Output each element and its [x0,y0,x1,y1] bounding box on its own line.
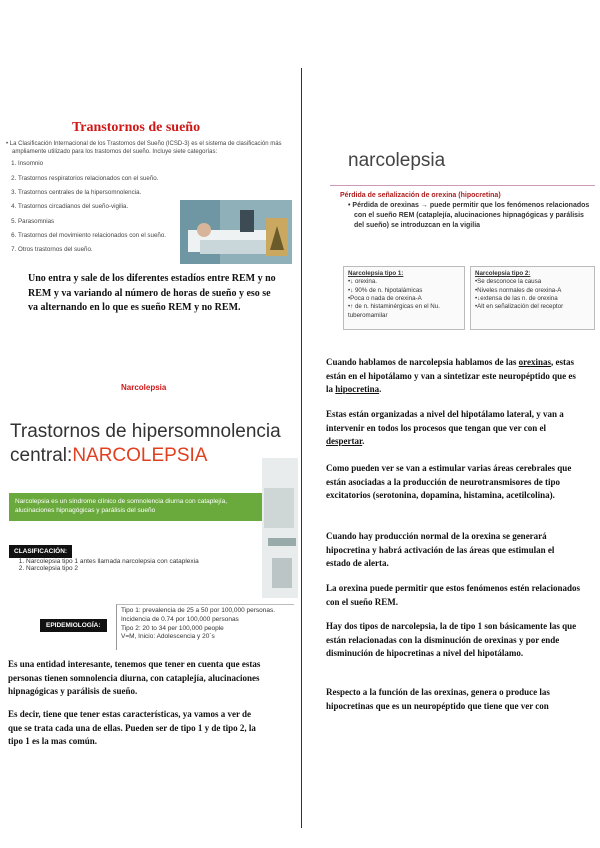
list-item: 2. Narcolepsia tipo 2 [26,565,274,572]
sleeping-patient-image [180,200,292,264]
slide-title-line: central:NARCOLEPSIA [10,444,208,466]
paragraph: Como pueden ver se van a estimular varias áreas cerebrales que están asociadas a la producción de neurotransmisores de tipo excitatorios (serotonina, dopamina, histamina, acetilcolina). [326,463,572,500]
box-line: •↓ orexina. [348,278,377,286]
list-item: 7. Otros trastornos del sueño. [18,246,296,254]
slide-bullet: • Pérdida de orexinas → puede permitir que los fenómenos relacionados con el sueño REM (cataplejía, alucinaciones hipnagógicas y parálisis del sueño) se introduzcan en la vigilia [348,202,590,230]
list-item: 2. Trastornos respiratorios relacionados con el sueño. [18,175,296,183]
epi-line: V=M, Inicio: Adolescencia y 20´s [121,633,215,641]
paragraph: Cuando hay producción normal de la orexina se generará hipocretina y habrá activación de las áreas que estimulan el estado de alerta. [326,531,555,568]
slide-title [10,420,281,468]
paragraph: Respecto a la función de las orexinas, genera o produce las hipocretinas que es un neuropéptido que tiene que ver con [326,687,550,711]
epi-line: Incidencia de 0.74 por 100,000 personas [121,615,239,623]
slide-title: narcolepsia [348,150,446,171]
epi-line: Tipo 2: 20 to 34 per 100,000 people [121,624,224,632]
box-line: •↑ de n. histaminérgicas en el Nu. tuberomamilar [348,303,440,319]
list-item: 3. Trastornos centrales de la hipersomnolencia. [18,189,296,197]
epi-line: Tipo 1: prevalencia de 25 a 50 por 100,000 personas. [121,607,276,614]
paragraph: Cuando hablamos de narcolepsia hablamos de las orexinas, estas están en el hipotálamo y van a sintetizar este neuropéptido que es la hipocretina. [326,357,576,394]
box-line: •Poca o nada de orexina-A [348,295,422,303]
paragraph: Uno entra y sale de los diferentes estadíos entre REM y no REM y va variando al número de horas de sueño y eso se va alternando en lo que es sueño REM y no REM. [28,273,276,313]
paragraph: Es una entidad interesante, tenemos que tener en cuenta que estas personas tienen somnolencia diurna, con cataplejía, alucinaciones hipnagógicas y parálisis de sueño. [8,659,261,696]
list-item: 6. Trastornos del movimiento relacionados con el sueño. [18,232,296,240]
box-line: •Se desconoce la causa [475,278,542,286]
definition-box: Narcolepsia es un síndrome clínico de somnolencia diurna con cataplejía, alucinaciones hipnagógicas y parálisis del sueño [9,493,264,521]
box-line: •Alt en señalización del receptor [475,303,564,311]
epidemiology-label: EPIDEMIOLOGÍA: [40,619,107,632]
slide-intro: • La Clasificación Internacional de los Trastornos del Sueño (ICSD-3) es el sistema de clasificación más ampliamente utilizado para los trastornos del sueño. Incluye siete categorías: [6,141,282,156]
narcolepsy-heading: Narcolepsia [121,383,167,392]
section-title: Transtornos de sueño [72,120,201,135]
list-item: 1. Insomnio [18,160,296,168]
slide-title-line: Trastornos de hipersomnolencia [10,421,281,442]
epidemiology-box [116,604,294,650]
type2-box [470,266,595,330]
list-item: 4. Trastornos circadianos del sueño-vigilia. [18,203,296,211]
box-line: •Niveles normales de orexina-A [475,286,562,294]
box-heading: Narcolepsia tipo 1: [348,270,404,277]
column-divider [301,68,302,828]
box-heading: Narcolepsia tipo 2: [475,270,531,277]
slide-title-accent: NARCOLEPSIA [72,444,208,466]
list-item: 5. Parasomnias [18,218,296,226]
list-item: 1. Narcolepsia tipo 1 antes llamada narcolepsia con cataplexia [26,558,274,565]
classification-label: CLASIFICACIÓN: [9,545,72,558]
classification-list [14,558,274,572]
paragraph: Hay dos tipos de narcolepsia, la de tipo 1 son básicamente las que están relacionadas con la disminución de orexinas y por ende disminución de hipocretinas a nivel del hipotálamo. [326,621,577,658]
orexin-slide [330,185,595,256]
paragraph: Es decir, tiene que tener estas características, ya vamos a ver de que se trata cada una de ellas. Pueden ser de tipo 1 y de tipo 2, la tipo 1 es la mas común. [8,709,256,746]
type1-box [343,266,465,330]
box-line: •↓extensa de las n. de orexina [475,295,558,303]
paragraph: La orexina puede permitir que estos fenómenos estén relacionados con el sueño REM. [326,583,580,607]
paragraph: Estas están organizadas a nivel del hipotálamo lateral, y van a intervenir en todos los procesos que tengan que ver con el despertar. [326,409,564,446]
office-image [262,458,298,598]
slide-heading: Pérdida de señalización de orexina (hipocretina) [340,192,501,199]
box-line: •↓ 90% de n. hipotalámicas [348,286,423,294]
